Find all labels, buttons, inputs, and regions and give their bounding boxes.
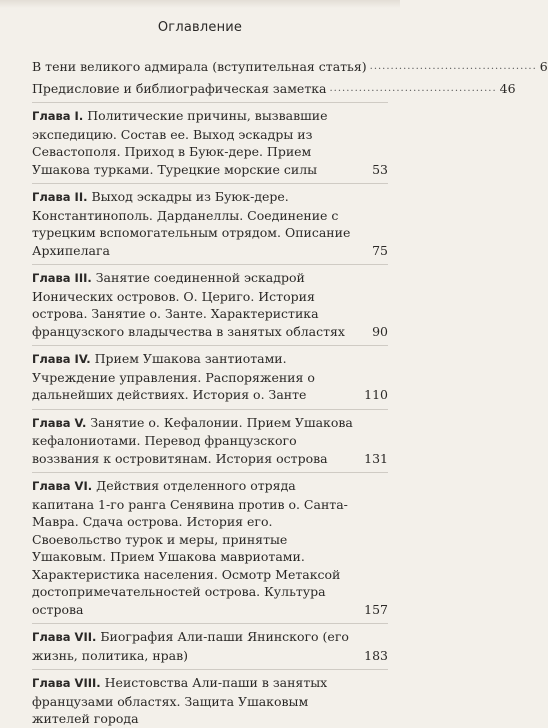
toc-entry[interactable] <box>32 674 388 728</box>
chapter-label: Глава I. <box>32 109 84 123</box>
toc-page-number: 131 <box>364 450 388 466</box>
toc-entry-text: Предисловие и библиографическая заметка <box>32 80 327 96</box>
divider <box>32 345 388 346</box>
toc-entry-text: Занятие о. Кефалонии. Прием Ушакова кефалониотами. Перевод французского воззвания к островитянам. История острова <box>32 414 353 466</box>
toc-entry-text: Выход эскадры из Буюк-дере. Константинополь. Дарданеллы. Соединение с турецким вспомогательным отрядом. Описание Архипелага <box>32 189 351 258</box>
chapter-label: Глава V. <box>32 415 87 430</box>
page-top-edge <box>0 0 400 8</box>
chapter-label: Глава VI. <box>32 479 93 493</box>
toc-page-number: 157 <box>364 601 388 617</box>
chapter-label: Глава VII. <box>32 630 97 644</box>
page-title: Оглавление <box>157 20 243 35</box>
toc-entry-text: Прием Ушакова зантиотами. Учреждение управления. Распоряжения о дальнейших действиях. История о. Занте <box>32 351 315 402</box>
toc-page-number: 90 <box>372 323 388 339</box>
toc-entry[interactable] <box>32 350 388 404</box>
divider <box>32 472 388 473</box>
toc-entry[interactable] <box>32 628 388 664</box>
toc-page-number: 110 <box>364 387 388 402</box>
toc-entry-text: Занятие соединенной эскадрой Ионических островов. О. Цериго. История острова. Занятие о. Занте. Характеристика французского владычества в занятых областях <box>32 270 345 339</box>
toc-page-number: 6 <box>539 59 548 74</box>
toc-page-number: 53 <box>372 161 388 177</box>
toc-entry[interactable] <box>32 477 388 618</box>
divider <box>32 264 388 265</box>
dot-leader: ........................................ <box>369 61 537 72</box>
toc-entry-text: Биография Али-паши Янинского (его жизнь, политика, нрав) <box>32 629 349 663</box>
toc-entry[interactable] <box>32 107 388 178</box>
toc-entry[interactable] <box>32 188 388 259</box>
chapter-label: Глава VIII. <box>32 676 101 690</box>
divider <box>32 409 388 410</box>
table-of-contents <box>32 58 548 728</box>
toc-page-number: 46 <box>499 80 516 96</box>
toc-entry[interactable] <box>32 58 548 76</box>
toc-entry-text: Политические причины, вызвавшие экспедицию. Состав ее. Выход эскадры из Севастополя. Приход в Буюк-дере. Прием Ушакова турками. Турецкие морские силы <box>32 108 328 177</box>
chapter-label: Глава II. <box>32 190 88 204</box>
dot-leader: ........................................ <box>329 82 497 94</box>
toc-entry-text: Действия отделенного отряда капитана 1-го ранга Сенявина против о. Санта-Мавра. Сдача острова. История его. Своевольство турок и меры, принятые Ушаковым. Прием Ушакова мавриотами. Характеристика населения. Осмотр Метаксой достопримечательностей острова. Культура острова <box>32 478 348 617</box>
toc-page-number: 75 <box>372 242 388 258</box>
toc-entry[interactable] <box>32 414 388 468</box>
divider <box>32 623 388 624</box>
toc-entry-text: Неистовства Али-паши в занятых французами областях. Защита Ушаковым жителей города <box>32 675 328 726</box>
divider <box>32 669 388 670</box>
toc-entry-text: В тени великого адмирала (вступительная статья) <box>32 59 367 74</box>
divider <box>32 183 388 184</box>
toc-page-number: 183 <box>364 647 388 663</box>
toc-entry[interactable] <box>32 269 388 340</box>
chapter-label: Глава IV. <box>32 352 91 366</box>
toc-entry[interactable] <box>32 80 516 98</box>
divider <box>32 102 388 103</box>
chapter-label: Глава III. <box>32 271 92 285</box>
